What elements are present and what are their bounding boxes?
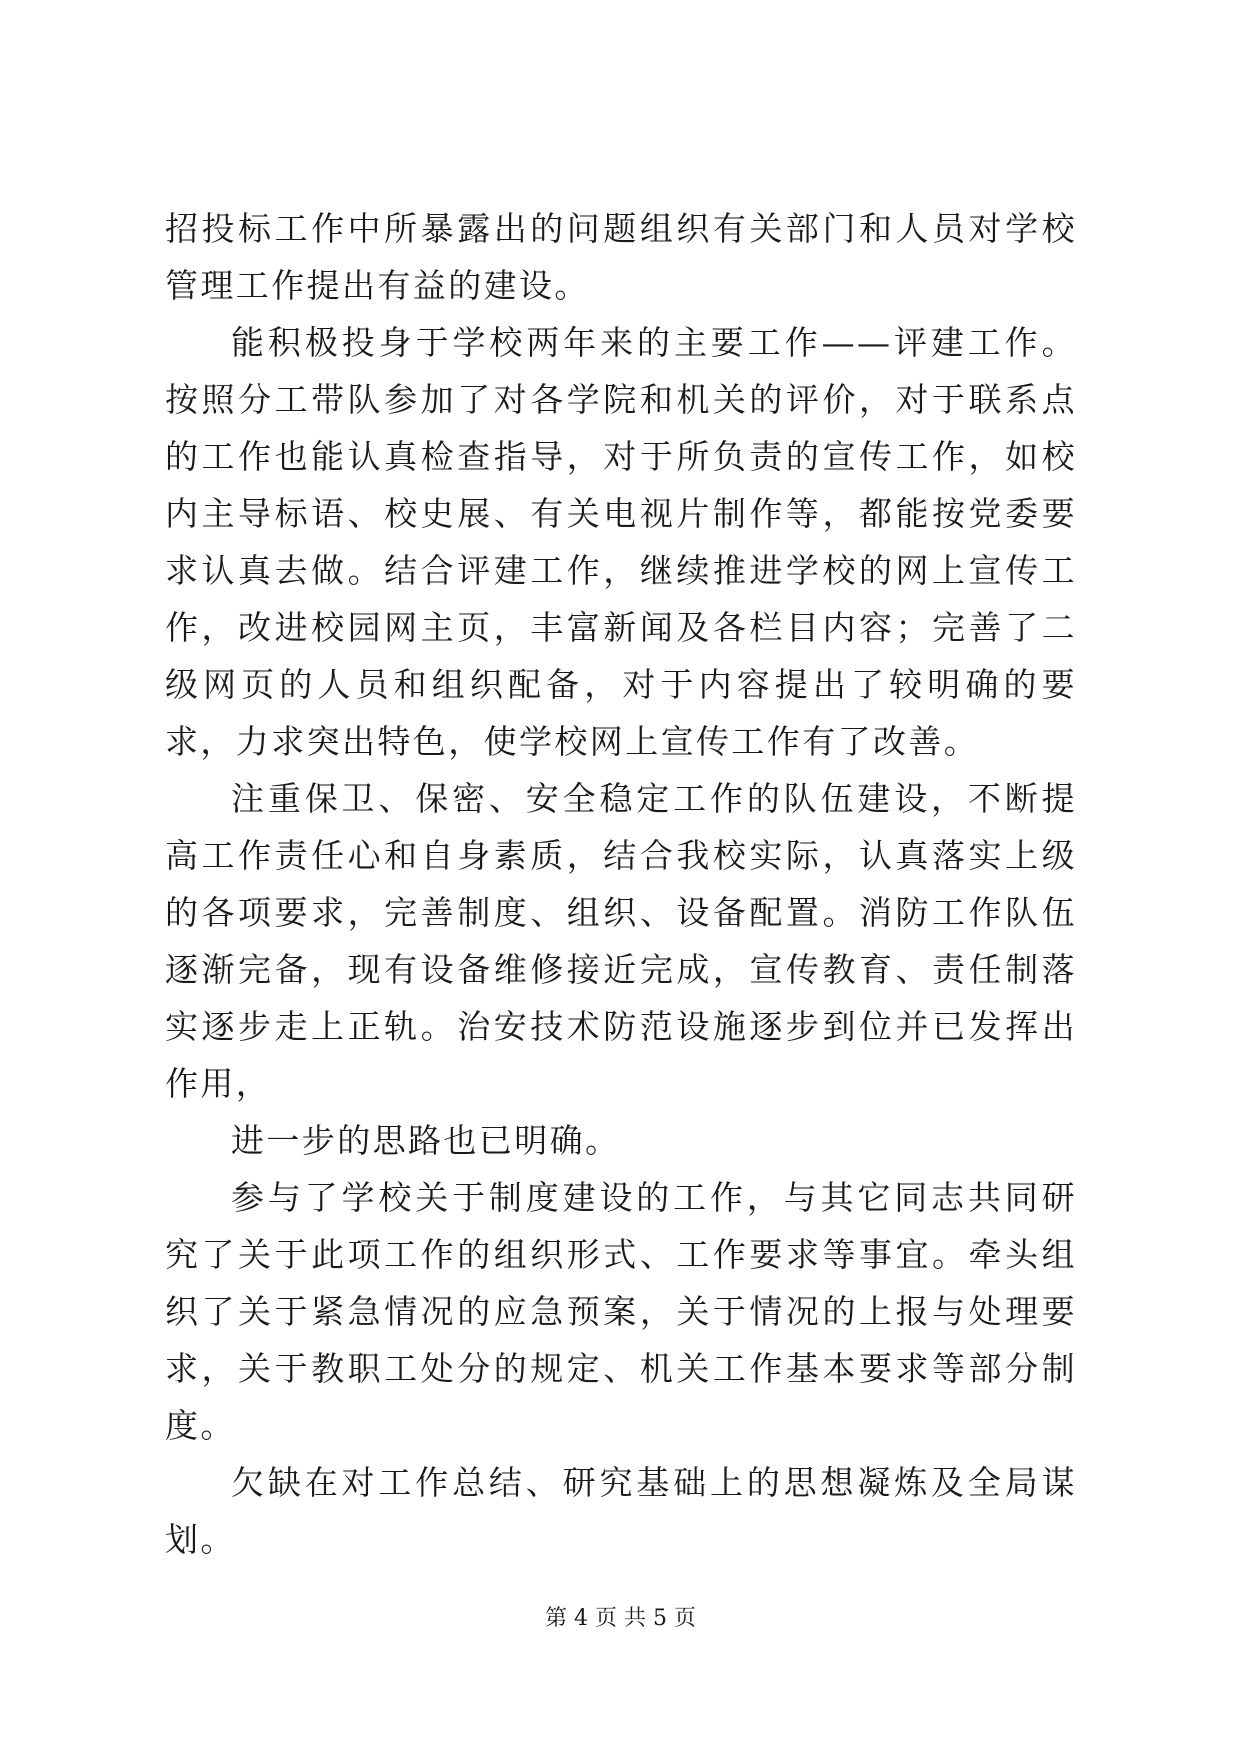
paragraph-shortcomings: 欠缺在对工作总结、研究基础上的思想凝炼及全局谋划。 xyxy=(165,1463,1077,1559)
paragraph-regulations-work: 参与了学校关于制度建设的工作，与其它同志共同研究了关于此项工作的组织形式、工作要求等事宜。牵头组织了关于紧急情况的应急预案，关于情况的上报与处理要求，关于教职工处分的规定、机关工作基本要求等部分制度。 xyxy=(165,1178,1077,1445)
paragraph-next-steps: 进一步的思路也已明确。 xyxy=(231,1121,621,1160)
paragraph-security-work: 注重保卫、保密、安全稳定工作的队伍建设，不断提高工作责任心和自身素质，结合我校实际，认真落实上级的各项要求，完善制度、组织、设备配置。消防工作队伍逐渐完备，现有设备维修接近完成，宣传教育、责任制落实逐步走上正轨。治安技术防范设施逐步到位并已发挥出作用， xyxy=(165,779,1077,1103)
page-number-footer: 第 4 页 共 5 页 xyxy=(545,1606,696,1631)
paragraph-evaluation-work: 能积极投身于学校两年来的主要工作——评建工作。按照分工带队参加了对各学院和机关的评价，对于联系点的工作也能认真检查指导，对于所负责的宣传工作，如校内主导标语、校史展、有关电视片制作等，都能按党委要求认真去做。结合评建工作，继续推进学校的网上宣传工作，改进校园网主页，丰富新闻及各栏目内容；完善了二级网页的人员和组织配备，对于内容提出了较明确的要求，力求突出特色，使学校网上宣传工作有了改善。 xyxy=(165,323,1077,761)
paragraph-continuation: 招投标工作中所暴露出的问题组织有关部门和人员对学校管理工作提出有益的建设。 xyxy=(165,209,1077,305)
document-body xyxy=(165,200,1077,1568)
